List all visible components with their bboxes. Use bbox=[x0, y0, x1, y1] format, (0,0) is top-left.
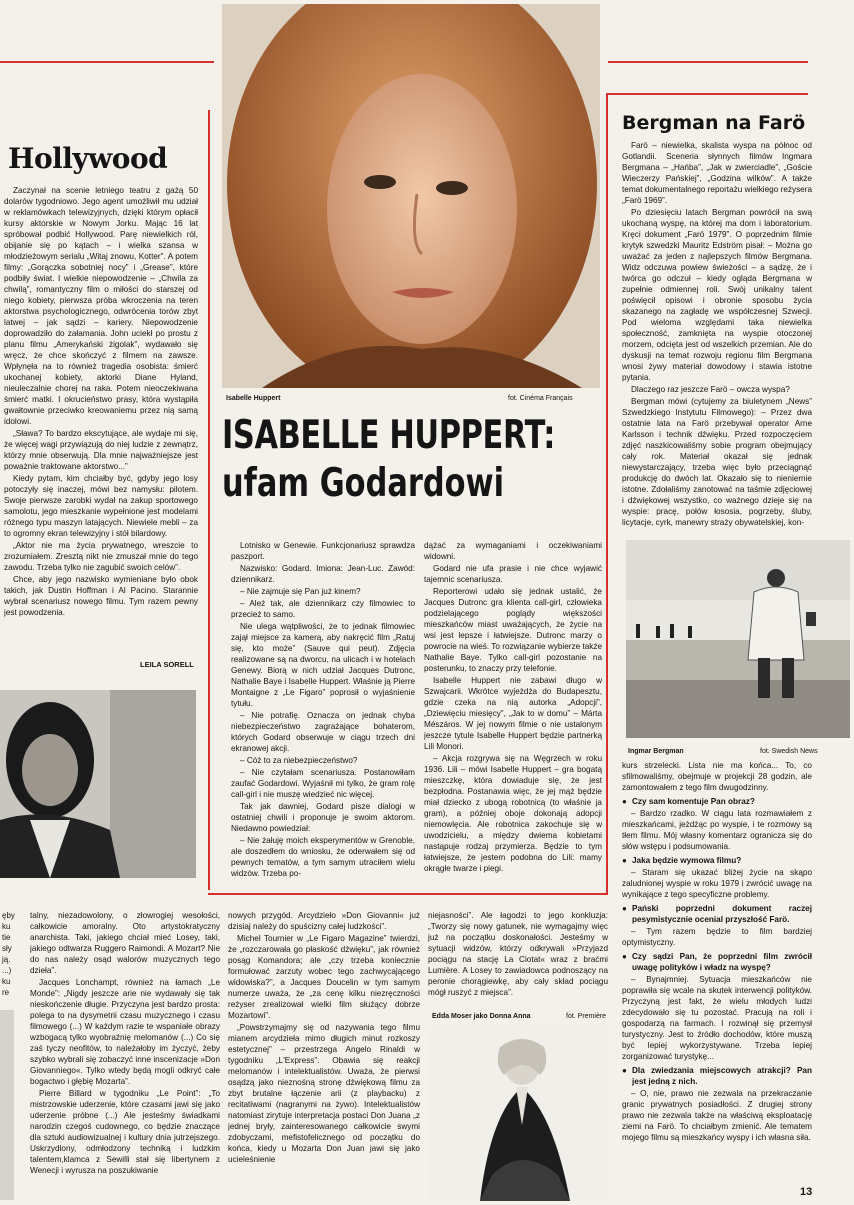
paragraph: Godard nie ufa prasie i nie chce wyjawić tajemnic scenariusza. bbox=[424, 564, 602, 584]
text-fragment: tie bbox=[2, 933, 11, 942]
paragraph: „Sława? To bardzo ekscytujące, ale wydaje mi się, że więcej wagi przywiązują do niej ludzie z zewnątrz, którzy mnie obserwują. Dla mnie najważniejsze jest poważnie traktowane aktorstwo...” bbox=[4, 429, 198, 471]
qa-answer: – Staram się ukazać bliżej życie na skąpo zaludnionej wyspie w roku 1979 i zwrócić uwagę na wynikające z tego specyficzne problemy. bbox=[622, 868, 812, 899]
text-fragment: ęby bbox=[2, 911, 15, 920]
paragraph: Michel Tournier w „Le Figaro Magazine” twierdzi, że „rozczarowała go płaskość dźwięku”, jak również posąg Komandora; ale „czy trzeba koniecznie formułować zarzuty wobec tego zachwycającego widowiska?”, a Jacques Doucelin w tym samym numerze uważa, że „za cenę kilku niezręczności reżyser zrealizował wielki film służący dobrze Mozartowi”. bbox=[228, 934, 420, 1020]
paragraph: Reporterowi udało się jednak ustalić, że Jacques Dutronc gra klienta call-girl, człowieka podzielającego poglądy większości mieszkańców miast uważających, że życie na wsi jest lepsze i łatwiejsze. Dutronc marzy o powrocie na wieś. To rozwiązanie wybierze także Nathalie Baye. Tylko call-girl pozostanie na posterunku, to znaczy przy telefonie. bbox=[424, 587, 602, 673]
left-article-author: LEILA SORELL bbox=[140, 660, 194, 669]
right-article-body bbox=[622, 140, 812, 535]
qa-question: ● Czy sam komentuje Pan obraz? bbox=[622, 796, 812, 807]
huppert-photo-credit: fot. Cinéma Français bbox=[508, 395, 573, 402]
main-headline-line1: ISABELLE HUPPERT: bbox=[222, 413, 556, 458]
paragraph: – Ależ tak, ale dziennikarz czy filmowiec to przecież to samo. bbox=[231, 599, 415, 619]
paragraph: „Aktor nie ma życia prywatnego, wreszcie to zrozumiałem. Zresztą nikt nie zmuszał mnie do tego zawodu. Trzeba tylko nie zagubić swoich celów”. bbox=[4, 541, 198, 572]
qa-question: ● Czy sądzi Pan, że poprzedni film zwrócił uwagę polityków i władz na wyspę? bbox=[622, 951, 812, 973]
qa-question: ● Pański poprzedni dokument raczej pesymistycznie ocenial przyszłość Farö. bbox=[622, 903, 812, 925]
paragraph: Tak jak dawniej, Godard pisze dialogi w ostatniej chwili i proponuje je swoim aktorom. Niedawno powiedział: bbox=[231, 802, 415, 833]
qa-answer: – Tym razem będzie to film bardziej optymistyczny. bbox=[622, 927, 812, 947]
paragraph: Po dziesięciu latach Bergman powrócił na swą ukochaną wyspę, na której ma dom i laboratorium. Kręci dokument „Farö 1979”. O poprzednim filmie krytyk szwedzki Mauritz Edström pisał: – Można go uważać za jeden z najlepszych filmów Bergmana. Widz odczuwa powiew świeżości – a sądzę, że i twórca go odczuł – kiedy ogląda Bergmana w zupełnie odmiennej roli. Swój unikalny talent poświęcił opisowi i obronie sposobu życia skazanego na zagładę we współczesnej Szwecji. Pod wieloma względami taka niewielka społeczność, zamknięta na wyspie otoczonej morzem, odcięta jest od wszelkich przemian. Ale do dyskusji na temat rozwoju regionu film Bergmana wnosi żywy materiał dowodowy i stawia istotne pytania. bbox=[622, 208, 812, 382]
paragraph: Jacques Lonchampt, również na łamach „Le Monde”: „Nigdy jeszcze arie nie wydawały się tak nieskończenie długie. Przyczyna jest bardzo prosta: polega to na dysymetrii czasu muzycznego i czasu filmowego (...) W każdym razie te wspaniałe obrazy wzbogacą tylko wyobraźnię melomanów (...) Co się zaś tyczy neofitów, to należałoby im życzyć, żeby szybko wybrali się zobaczyć inne inscenizacje »Don Giovanniego«. Tylko wtedy będą mogli odkryć całe bogactwo i głębię Mozarta”. bbox=[30, 978, 220, 1086]
paragraph: Pierre Billard w tygodniku „Le Point”: „To mistrzowskie uderzenie, które czasami jawi się jako uderzenie próbne (...) Ale jesteśmy świadkami narodzin czegoś cudownego, co będzie znaczące dla sztuki audiowizualnej i kultury dnia jutrzejszego. Uskrzydlony, odmłodzony techniką i ludzkim talentem,klamca z Sewilli stał się libertynem z Wenecji i wyrusza na poszukiwanie bbox=[30, 1089, 220, 1175]
qa-question: ● Dla zwiedzania miejscowych atrakcji? Pan jest jedną z nich. bbox=[622, 1065, 812, 1087]
bergman-photo bbox=[626, 540, 850, 738]
paragraph: Nazwisko: Godard. Imiona: Jean-Luc. Zawód: dziennikarz. bbox=[231, 564, 415, 584]
center-bottom-rule bbox=[208, 893, 608, 895]
reviews-col2 bbox=[228, 910, 420, 1200]
text-fragment: ku bbox=[2, 922, 11, 931]
main-article-col2 bbox=[424, 540, 602, 880]
paragraph: talny, niezadowolony, o złowrogiej wesołości, całkowicie amoralny. Oto artystokratyczny anarchista. Taki, jakiego chciał mieć Losey, taki, jakiego odtwarza Ruggero Raimondi. A Mozart? Nie do nas należy osąd walorów muzycznych tego dzieła”. bbox=[30, 911, 220, 975]
moser-photo-caption: Edda Moser jako Donna Anna bbox=[432, 1013, 531, 1020]
left-edge-fragments bbox=[2, 910, 18, 998]
left-article-heading: Hollywood bbox=[8, 142, 168, 175]
text-fragment: ku bbox=[2, 977, 11, 986]
page-number: 13 bbox=[800, 1186, 813, 1198]
right-vertical-rule bbox=[606, 93, 608, 893]
moser-photo-credit: fot. Première bbox=[566, 1013, 607, 1020]
right-header-rule bbox=[608, 93, 808, 95]
qa-answer: – O, nie, prawo nie zezwala na przekraczanie granic prywatnych posiadłości. Z drugiej strony prawo nie zezwala także na właściwą eksploatację ziemi na Farö. To chciałbym zmienić. Ale tematem mojego filmu są mieszkańcy wyspy i ich własna siła. bbox=[622, 1089, 812, 1142]
right-article-qa bbox=[622, 760, 812, 1180]
qa-question: ● Jaka będzie wymowa filmu? bbox=[622, 855, 812, 866]
paragraph: Zaczynał na scenie letniego teatru z gażą 50 dolarów tygodniowo. Jego agent umożliwił mu udział w reklamówkach telewizyjnych, dzięki którym opłacił kursy aktorskie w Nowym Jorku. Mając 16 lat spróbował podbić Hollywood. Parę niewielkich ról, obijanie się po kątach – i wielka szansa w młodzieżowym serialu „Witaj znowu, Kotter”. A potem filmy: „Gorączka sobotniej nocy” i „Grease”, które podbiły świat. I wielkie niepowodzenie – „Chwila za chwilą”, romantyczny film o miłości do starszej od niego kobiety, pierwsza próba wkroczenia na teren aktorstwa psychologicznego, odwrócenia torów zbyt latwej – jak sądzi – kariery. Niepowodzenie doprowadziło do załamania. John uciekł po prostu z planu filmu „Amerykański żigolak”, wydawało się wręcz, że chce skończyć z filmem na zawsze. Wpłynęła na to również tragedia osobista: śmierć ukochanej kobiety, aktorki Diane Hyland, nieuleczalnie chorej na raka. Potem nieoczekiwana śmierć matki. I okrucieństwo prasy, która wystąpiła gwałtownie przeciwko kreowaniemu przez nią samą idolowi. bbox=[4, 186, 198, 426]
top-rule-left bbox=[0, 61, 214, 63]
paragraph: – Nie potrafię. Oznacza on jednak chyba niebezpieczeństwo zagrażające bohaterom, których Godard obserwuje w ciągu trzech dni ekranowej akcji. bbox=[231, 711, 415, 753]
bergman-photo-caption: Ingmar Bergman bbox=[628, 748, 684, 755]
top-rule-right bbox=[608, 61, 808, 63]
paragraph: Farö – niewielka, skalista wyspa na północ od Gotlandii. Sceneria słynnych filmów Ingmara Bergmana – „Hańba”, „Jak w zwierciadle”, „Goście Wieczerzy Pańskiej”, „Godzina wilków”. A także temat dokumentalnego reportażu wielkiego reżysera „Farö 1969”. bbox=[622, 141, 812, 205]
paragraph: Lotnisko w Genewie. Funkcjonariusz sprawdza paszport. bbox=[231, 541, 415, 561]
paragraph: niejasności”. Ale łagodzi to jego konkluzja: „Tworzy się nowy gatunek, nie wymagajmy więc już na początku doskonałości. Jesteśmy w sytuacji widzów, którzy odkrywali »Przyjazd pociągu na stację La Ciotat« wraz z braćmi Lumière. A Losey to zawiadowca podnoszący na peronie chorągiewkę, aby cały skład pociągu mógł ruszyć z miejsca”. bbox=[428, 911, 608, 997]
paragraph: Nie ulega wątpliwości, że to jednak filmowiec zajął miejsce za kamerą, aby nakręcić film „Ratuj się, kto może” (Sauve qui peut). Zdjęcia realizowane są na dworcu, na ulicach i w hotelach Genewy. Biorą w nich udział Jacques Dutronc, Nathalie Baye i Isabelle Huppert. Właśnie ją Pierre Montaigne z „Le Figaro” poprosił o wyjaśnienie tytułu. bbox=[231, 622, 415, 708]
reviews-col1 bbox=[30, 910, 220, 1200]
bergman-photo-credit: fot. Swedish News bbox=[760, 748, 818, 755]
huppert-photo-caption: Isabelle Huppert bbox=[226, 395, 281, 402]
paragraph: – Nie czytałam scenariusza. Postanowiłam zaufać Godardowi. Wyjaśnił mi tylko, że gram rolę call-girl i nie muszę wiedzieć nic więcej. bbox=[231, 768, 415, 799]
huppert-photo bbox=[222, 4, 600, 388]
paragraph: dążać za wymaganiami i oczekiwaniami widowni. bbox=[424, 541, 602, 561]
travolta-photo bbox=[0, 690, 196, 878]
paragraph: kurs strzelecki. Lista nie ma końca... To, co sfilmowaliśmy, obejmuje w projekcji 28 godzin, ale zamontowałem z tego film dwugodzinny. bbox=[622, 761, 812, 792]
text-fragment: sły bbox=[2, 944, 12, 953]
main-article-col1 bbox=[231, 540, 415, 880]
paragraph: nowych przygód. Arcydzieło »Don Giovanni« już dzisiaj należy do spuścizny całej ludzkości”. bbox=[228, 911, 420, 931]
paragraph: „Powstrzymajmy się od nazywania tego filmu mianem arcydzieła mimo długich minut rozkoszy estetycznej” – przestrzega Angelo Rinaldi w tygodniku „L'Express”. Obawia się reakcji melomanów i intelektualistów. Uważa, że pierwsi osądzą jako nieznośną stronę dźwiękową filmu za zbyt brutalne łączenie arii (z playbacku) z recitatiwami (nagranymi na żywo). Intelektualistów natomiast zirytuje interpretacja postaci Don Juana „z jednej bryły, zainteresowanego całkowicie swymi zdobyczami, mefistofelicznego od początku do końca, kiedy u Mozarta Don Juan jawi się jako ucieleśnienie bbox=[228, 1023, 420, 1164]
left-edge-photo-strip bbox=[0, 1010, 14, 1200]
text-fragment: ...) bbox=[2, 966, 12, 975]
qa-answer: – Bardzo rzadko. W ciągu lata rozmawiałem z mieszkańcami, jeżdżąc po wyspie, i te rozmowy są tłem filmu. Mój własny komentarz ogranicza się do słów wstępu i podsumowania. bbox=[622, 809, 812, 851]
paragraph: – Cóż to za niebezpieczeństwo? bbox=[240, 756, 358, 765]
paragraph: Isabelle Huppert nie zabawi długo w Szwajcarii. Wkrótce wyjeżdża do Budapesztu, gdzie czeka na nią autorka „Adopcji”, „Dziewięciu miesięcy”, „Jak to w domu” – Márta Mészáros. W jej nowym filmie o nie ustalonym jeszcze tytule Isabelle Huppert będzie partnerką Lili Monori. bbox=[424, 676, 602, 751]
paragraph: – Nie zajmuje się Pan już kinem? bbox=[240, 587, 361, 596]
moser-photo bbox=[430, 1025, 608, 1201]
paragraph: Bergman mówi (cytujemy za biuletynem „News” Szwedzkiego Instytutu Filmowego): – Przez dwa ostatnie lata na Farö przebywał operator Arne Karlsson i technik dźwięku. Przed rozpoczęciem zdjęć naszkicowaliśmy sobie program obejmujący cały rok. Materiał okazał się jednak niewystarczający, trzeba więc było przeciągnąć produkcję do dwóch lat. Okazało się to nieniernie istotne. Zdołaliśmy zanotować na taśmie zdjęciowej i dźwiękowej wszystko, co ważnego dzieje się na wyspie: pracę, połów łososia, pogrzeby, śluby, licytacje, cyrk, manewry straży obywatelskiej, kon- bbox=[622, 397, 812, 527]
paragraph: Kiedy pytam, kim chciałby być, gdyby jego losy potoczyły się inaczej, mówi bez namysłu: pilotem. Swoje pierwsze zarobki wydał na zakup sportowego samolotu, jego mieszkanie wypełnione jest modelami różnego typu maszyn latających. Niewiele mebli – za to ogromny ekran telewizyjny i stół bilardowy. bbox=[4, 474, 198, 538]
paragraph: Chce, aby jego nazwisko wymieniane było obok takich, jak Dustin Hoffman i Al Pacino. Starannie wybrał scenariusz nowego filmu. Tym razem pewny jest powodzenia. bbox=[4, 575, 198, 617]
left-vertical-rule bbox=[208, 110, 210, 890]
paragraph: – Nie żałuję moich eksperymentów w Grenoble, ale doszedłem do wniosku, że oderwałem się od pewnych tematów, a tym samym utraciłem wielu widzów. Trzeba po- bbox=[231, 836, 415, 878]
text-fragment: ją. bbox=[2, 955, 11, 964]
right-article-heading: Bergman na Farö bbox=[622, 112, 806, 134]
reviews-col3 bbox=[428, 910, 608, 1010]
main-headline-line2: ufam Godardowi bbox=[222, 461, 505, 506]
left-article-body bbox=[4, 185, 198, 651]
paragraph: Dlaczego raz jeszcze Farö – owcza wyspa? bbox=[631, 385, 790, 394]
paragraph: – Akcja rozgrywa się na Węgrzech w roku 1936. Lili – mówi Isabelle Huppert – gra bogatą mieszczkę, która dowiaduje się, że jest bezpłodna. Postanawia więc, że jej mąż będzie miał dziecko z ubogą robotnicą (to właśnie ja gram), a później oboje dokonają adopcji niemowlęcia. Ale robotnica zakochuje się w uwodzicielu, a między dwiema kobietami nastąpuje rodzaj przymierza. Będzie to tym łatwiejsze, że jestem podobna do Lili: mamy okrągłe twarze i piegi. bbox=[424, 754, 602, 873]
qa-answer: – Bynajmniej. Sytuacja mieszkańców nie poprawiła się wcale na skutek interwencji polityków. Przyczyną jest fakt, że wielu młodych ludzi zdecydowało się tu pozostać. Pracują na roli i gospodarzą na farmach. I rozwinął się przemysł turystyczny. Jest to źródło dochodów, które muszą być lepiej wykorzystywane. Trzeba lepiej zorganizować turystykę... bbox=[622, 975, 812, 1061]
text-fragment: re bbox=[2, 988, 10, 997]
